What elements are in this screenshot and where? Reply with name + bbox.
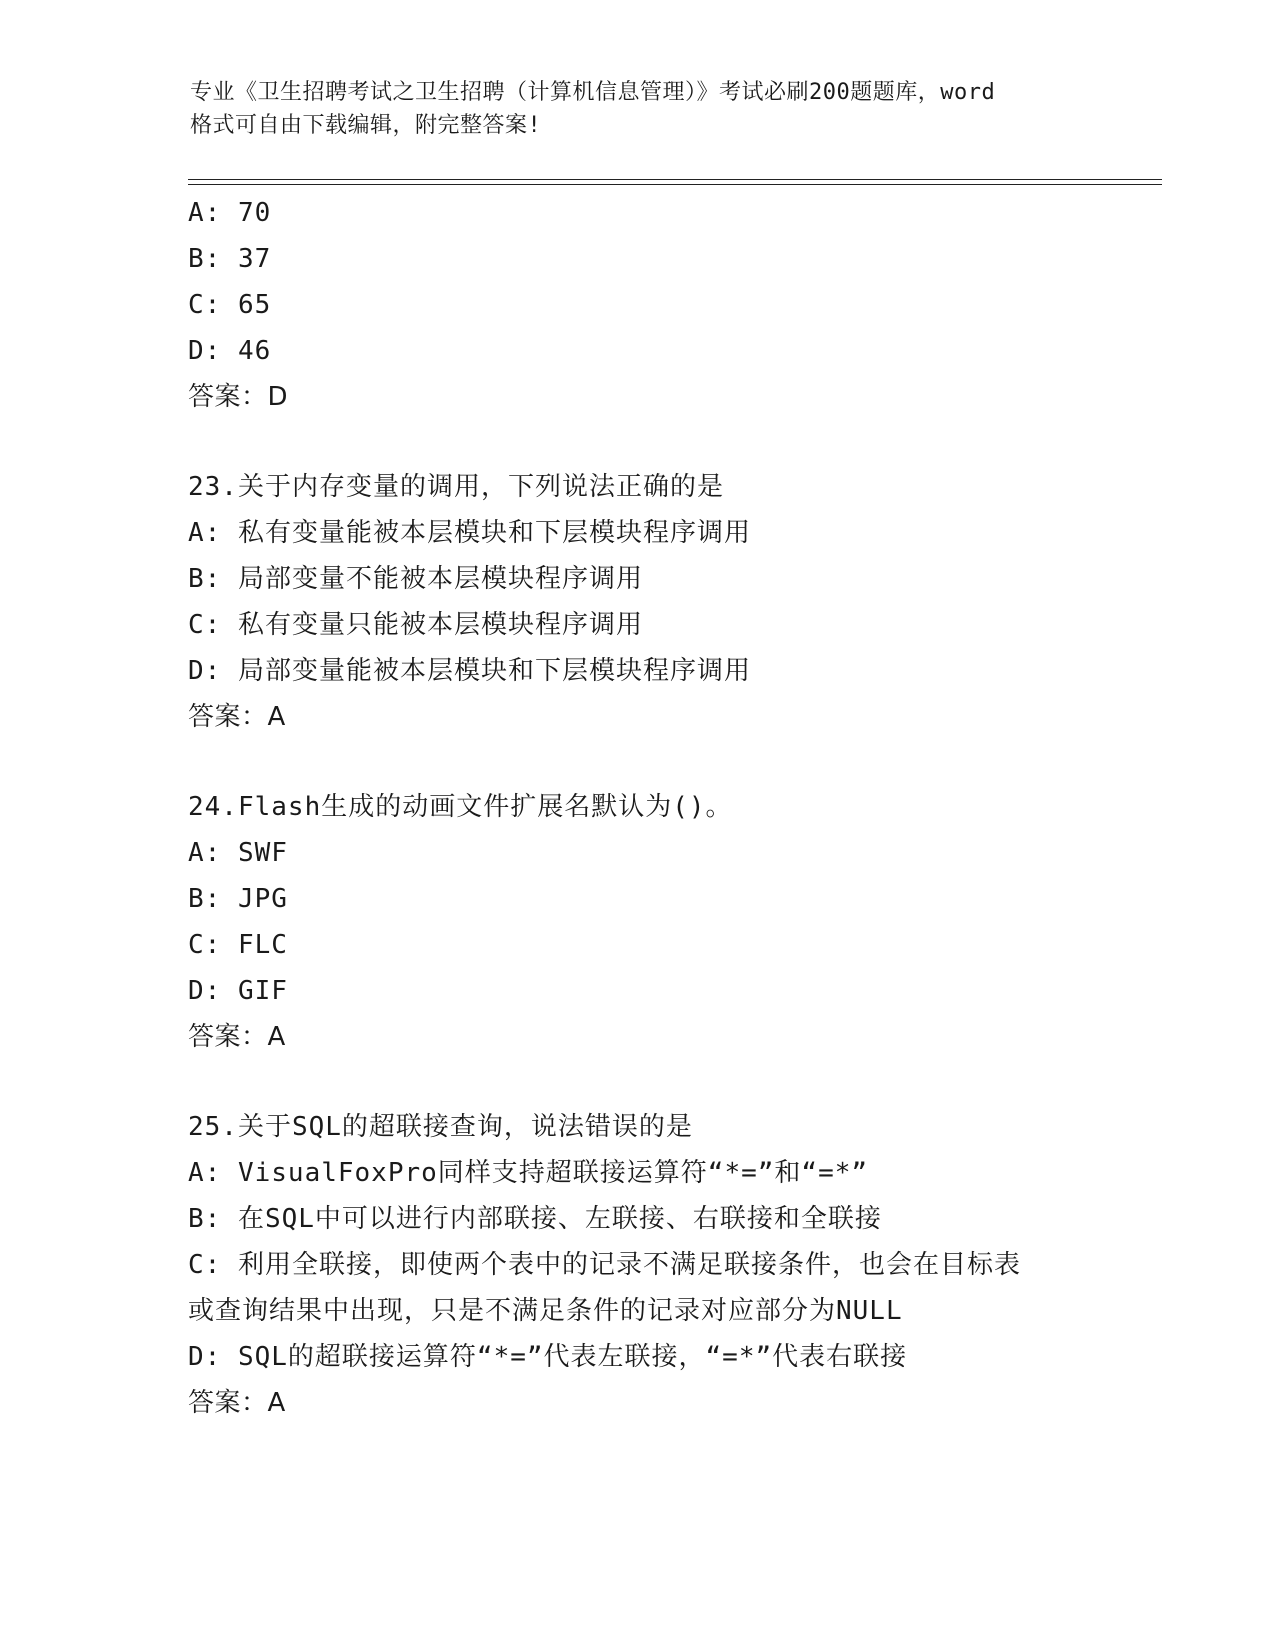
option-b: B: 在SQL中可以进行内部联接、左联接、右联接和全联接 (188, 1204, 882, 1234)
option-a: A: SWF (188, 838, 288, 868)
question-23 (188, 464, 1108, 740)
spacer (188, 740, 1108, 784)
question-title: 25.关于SQL的超联接查询，说法错误的是 (188, 1112, 693, 1142)
option-c-continued: 或查询结果中出现，只是不满足条件的记录对应部分为NULL (188, 1296, 903, 1326)
option-c: C: 私有变量只能被本层模块程序调用 (188, 610, 643, 640)
option-b: B: 37 (188, 244, 272, 274)
question-title: 24.Flash生成的动画文件扩展名默认为()。 (188, 792, 733, 822)
option-c: C: 65 (188, 290, 272, 320)
question-22 (188, 190, 1108, 420)
option-b: B: JPG (188, 884, 288, 914)
spacer (188, 1060, 1108, 1104)
header-line-2: 格式可自由下载编辑，附完整答案! (190, 113, 542, 138)
option-c: C: FLC (188, 930, 288, 960)
answer: 答案：D (188, 382, 289, 412)
option-a: A: 70 (188, 198, 272, 228)
question-24 (188, 784, 1108, 1060)
spacer (188, 420, 1108, 464)
option-b: B: 局部变量不能被本层模块程序调用 (188, 564, 643, 594)
option-d: D: 局部变量能被本层模块和下层模块程序调用 (188, 656, 751, 686)
question-25 (188, 1104, 1108, 1426)
option-c: C: 利用全联接，即使两个表中的记录不满足联接条件，也会在目标表 (188, 1250, 1021, 1280)
option-d: D: GIF (188, 976, 288, 1006)
answer: 答案：A (188, 1388, 286, 1418)
header-divider-bottom (188, 184, 1162, 185)
option-a: A: 私有变量能被本层模块和下层模块程序调用 (188, 518, 751, 548)
answer: 答案：A (188, 1022, 286, 1052)
header-divider-top (188, 179, 1162, 180)
document-header (190, 76, 1090, 142)
answer: 答案：A (188, 702, 286, 732)
header-line-1: 专业《卫生招聘考试之卫生招聘（计算机信息管理）》考试必刷200题题库，word (190, 80, 996, 105)
question-title: 23.关于内存变量的调用，下列说法正确的是 (188, 472, 724, 502)
option-a: A: VisualFoxPro同样支持超联接运算符“*=”和“=*” (188, 1158, 869, 1188)
question-list (188, 190, 1108, 1426)
option-d: D: 46 (188, 336, 272, 366)
option-d: D: SQL的超联接运算符“*=”代表左联接，“=*”代表右联接 (188, 1342, 908, 1372)
